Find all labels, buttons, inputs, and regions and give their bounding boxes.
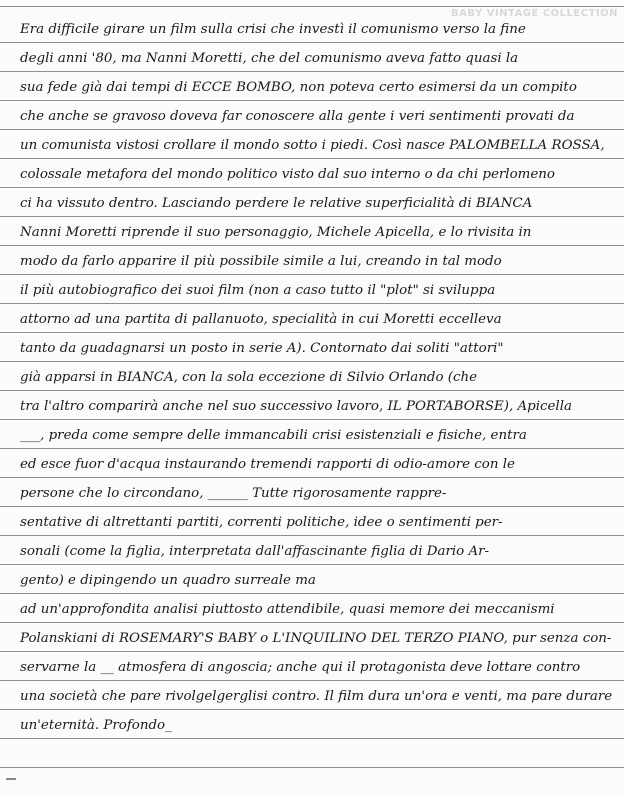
text-line: che anche se gravoso doveva far conoscere alla gente i veri sentimenti provati da [20, 109, 575, 124]
text-line: Era difficile girare un film sulla crisi che investì il comunismo verso la fine [20, 22, 526, 37]
text-line: gento) e dipingendo un quadro surreale ma [20, 573, 316, 588]
handwritten-text [0, 14, 624, 797]
text-line: Polanskiani di ROSEMARY'S BABY o L'INQUILINO DEL TERZO PIANO, pur senza con- [20, 631, 612, 646]
text-line: sonali (come la figlia, interpretata dall'affascinante figlia di Dario Ar- [20, 544, 490, 559]
text-line: Nanni Moretti riprende il suo personaggio, Michele Apicella, e lo rivisita in [20, 225, 532, 240]
text-line: sentative di altrettanti partiti, correnti politiche, idee o sentimenti per- [20, 515, 503, 530]
text-line: tra l'altro comparirà anche nel suo successivo lavoro, IL PORTABORSE), Apicella [20, 399, 572, 414]
text-line: il più autobiografico dei suoi film (non a caso tutto il "plot" si sviluppa [20, 283, 496, 298]
text-line: un comunista vistosi crollare il mondo sotto i piedi. Così nasce PALOMBELLA ROSSA, [20, 138, 605, 153]
text-line: ad un'approfondita analisi piuttosto attendibile, quasi memore dei meccanismi [20, 602, 555, 617]
text-line: attorno ad una partita di pallanuoto, specialità in cui Moretti eccelleva [20, 312, 502, 327]
text-line: servarne la __ atmosfera di angoscia; anche qui il protagonista deve lottare contro [20, 660, 581, 675]
text-line: modo da farlo apparire il più possibile simile a lui, creando in tal modo [20, 254, 502, 269]
text-line: ed esce fuor d'acqua instaurando tremendi rapporti di odio-amore con le [20, 457, 515, 472]
text-line: una società che pare rivolgelgerglisi contro. Il film dura un'ora e venti, ma pare durare [20, 689, 613, 704]
text-line [0, 739, 624, 768]
text-line: degli anni '80, ma Nanni Moretti, che del comunismo aveva fatto quasi la [20, 51, 519, 66]
text-line: persone che lo circondano, ______ Tutte rigorosamente rappre- [20, 486, 447, 501]
page-edge-mark [6, 778, 16, 780]
text-line: colossale metafora del mondo politico visto dal suo interno o da chi perlomeno [20, 167, 555, 182]
text-line: ci ha vissuto dentro. Lasciando perdere le relative superficialità di BIANCA [20, 196, 533, 211]
text-line: già apparsi in BIANCA, con la sola eccezione di Silvio Orlando (che [20, 370, 478, 385]
text-line [0, 768, 624, 797]
text-line: un'eternità. Profondo_ [20, 718, 172, 733]
text-line: ___, preda come sempre delle immancabili crisi esistenziali e fisiche, entra [20, 428, 527, 443]
watermark: BABY VINTAGE COLLECTION [451, 8, 618, 19]
text-line: sua fede già dai tempi di ECCE BOMBO, non poteva certo esimersi da un compito [20, 80, 577, 95]
text-line: tanto da guadagnarsi un posto in serie A). Contornato dai soliti "attori" [20, 341, 504, 356]
